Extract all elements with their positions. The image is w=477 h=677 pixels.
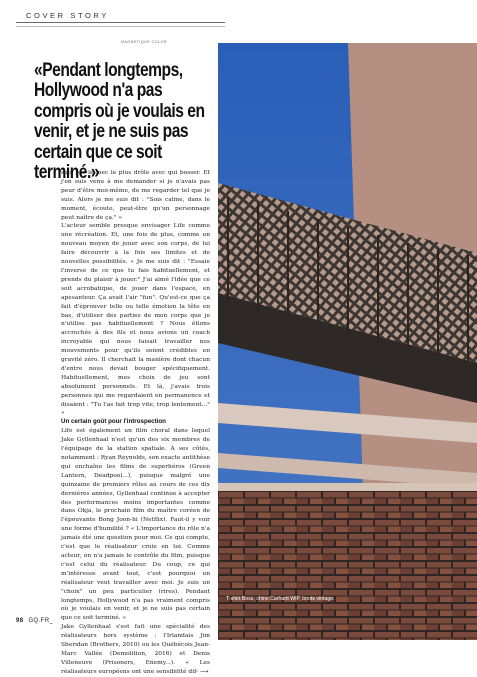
article-paragraph: Life est également un film choral dans lequel Jake Gyllenhaal n'est qu'un des six membres de l'équipage de la station spatiale. À ses côtés, notamment : Ryan Reynolds, son exacte antithèse qui enchaîne les films de superhéros (Green Lantern, Deadpool...), puisque malgré une quinzaine de premiers rôles au cours de ces dix dernières années, Gyllenhaal continue à accepter des performances moins importantes comme dans Okja, le prochain film du maître coréen de l'épouvante Bong Joon-hi (Netflix). Faut-il y voir une forme d'humilité ? « L'importance du rôle n'a jamais été une question pour moi. Ce qui compte, c'est que le réalisateur croie en toi. Comme acteur, on n'a jamais le contrôle du film, puisque c'est celui du réalisateur. Du coup, ce qui m'intéresse avant tout, c'est pourquoi un réalisateur veut travailler avec moi. Je suis un "choix" un peu particulier (rires). Pendant longtemps, Hollywood n'a pas vraiment compris où je voulais en venir, et je ne suis pas certain que ce soit terminé. » xyxy=(61,428,210,622)
page-number: 98 xyxy=(16,618,24,624)
magazine-name: GQ.FR_ xyxy=(28,618,54,624)
photo-caption: T-shirt Boss, chino Carhartt WIP, boots vintage. xyxy=(226,596,335,602)
photo-illustration xyxy=(218,43,477,640)
header-rule-secondary xyxy=(16,26,225,27)
article-paragraph-last xyxy=(61,623,210,676)
article-body xyxy=(61,169,210,677)
section-title: COVER STORY xyxy=(26,11,109,20)
article-subheading: Un certain goût pour l'introspection xyxy=(61,418,166,426)
cover-photo xyxy=(218,43,477,640)
article-paragraph-text: Jake Gyllenhaal s'est fait une spécialité des réalisateurs hors système : l'Irlandais Jim Sheridan (Brothers, 2010) ou les Québécois Jean-Marc Vallée (Demolition, 2016) et Denis Villeneuve (Prisoners, Enemy...). « Les réalisateurs européens ont une sensibilité dif- xyxy=(61,624,210,675)
photo-credit: MAGNETIQUE COLOR xyxy=(121,40,167,44)
page-folio xyxy=(16,618,53,624)
continue-arrow-icon: ⟶ xyxy=(199,668,209,675)
article-paragraph: L'acteur semble presque envisager Life comme une récréation. Et, une fois de plus, comme un nouveau moyen de jouer avec son corps, de lui faire découvrir à la fois ses limites et de nouvelles possibilités. « Je me suis dit : "Essaie l'inverse de ce que tu fais habituellement, et prends du plaisir à jouer." J'ai aimé l'idée que ce soit acrobatique, de jouer dans l'espace, en apesanteur. Ça avait l'air "fun". Qu'est-ce que ça fait d'éprouver telle ou telle émotion la tête en bas, d'utiliser des parties de mon corps que je n'utilise pas habituellement ? Nous étions accrochés à des fils et nous avions un coach incroyable qui nous faisait travailler nos mouvements pour qu'ils soient crédibles en gravité zéro. Il cherchait la manière dont chacun d'entre nous devait bouger spécifiquement. Habituellement, mes choix de jeu sont absolument personnels. Et là, j'avais trois personnes qui me regardaient en permanence et disaient : "Tu l'as fait trop vite, trop lentement..." » xyxy=(61,223,210,417)
section-header xyxy=(16,8,225,36)
article-paragraph: suis pas le mec le plus drôle avec qui bosser. Et j'en suis venu à me demander si je n'avais pas peur d'être moi-même, de me regarder tel que je suis. Alors je me suis dit : "Sois calme, dans le moment, écoute, peut-être qu'un personnage peut naître de ça." » xyxy=(61,170,210,221)
header-rule xyxy=(16,22,225,23)
pull-quote: «Pendant longtemps, Hollywood n'a pas compris où je voulais en venir, et je ne suis pas certain que ce soit terminé.» xyxy=(34,59,205,184)
